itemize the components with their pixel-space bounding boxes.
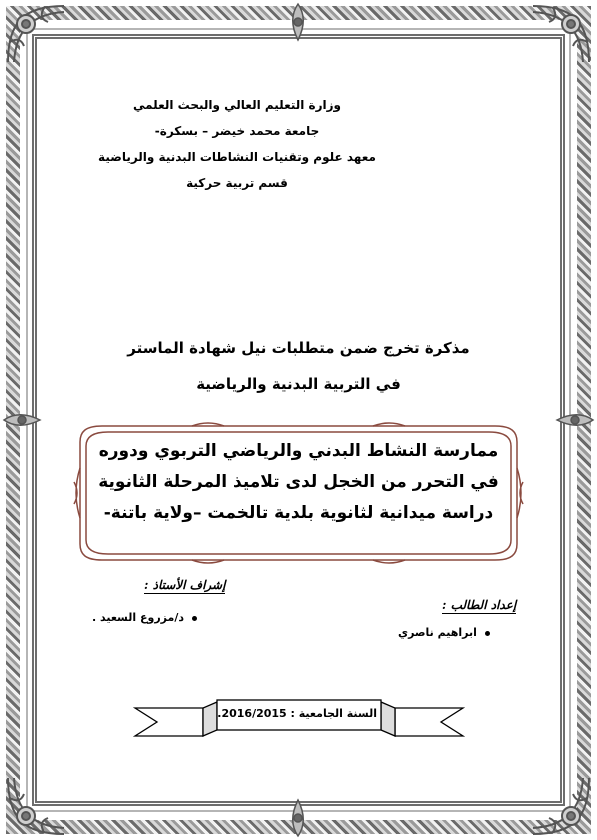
corner-ornament-top-left <box>4 2 68 66</box>
title-line-1: ممارسة النشاط البدني والرياضي التربوي ودوره <box>98 441 499 461</box>
corner-ornament-top-right <box>529 2 593 66</box>
supervisor-entry <box>92 611 197 624</box>
corner-ornament-bottom-right <box>529 774 593 838</box>
title-box <box>72 418 525 568</box>
academic-year-banner <box>133 696 465 740</box>
thesis-line-2: في التربية البدنية والرياضية <box>196 375 401 393</box>
ministry-name: وزارة التعليم العالي والبحث العلمي <box>132 98 342 112</box>
student-name: ابراهيم ناصري <box>398 626 477 639</box>
edge-ornament-left <box>0 397 46 443</box>
title-line-3: دراسة ميدانية لثانوية بلدية تالخمت –ولاية باتنة- <box>103 503 494 523</box>
department-name: قسم تربية حركية <box>186 176 288 190</box>
title-line-2: في التحرر من الخجل لدى تلاميذ المرحلة الثانوية <box>98 472 499 492</box>
thesis-statement <box>60 330 537 402</box>
student-label: إعداد الطالب : <box>442 598 517 612</box>
institute-name: معهد علوم وتقنيات النشاطات البدنية والرياضية <box>98 150 376 164</box>
edge-ornament-right <box>551 397 597 443</box>
institution-header <box>77 92 397 196</box>
thesis-title <box>92 436 505 529</box>
supervisor-label: إشراف الأستاذ : <box>144 578 226 592</box>
edge-ornament-bottom <box>275 794 321 840</box>
corner-ornament-bottom-left <box>4 774 68 838</box>
bullet-icon <box>485 631 490 636</box>
bullet-icon <box>192 616 197 621</box>
supervisor-name: د/مزروع السعيد . <box>92 611 184 624</box>
edge-ornament-top <box>275 0 321 46</box>
university-name: جامعة محمد خيضر – بسكرة- <box>154 124 320 138</box>
academic-year: السنة الجامعية : 2016/2015. <box>217 707 377 720</box>
thesis-line-1: مذكرة تخرج ضمن متطلبات نيل شهادة الماستر <box>127 339 470 357</box>
student-entry <box>398 626 490 639</box>
